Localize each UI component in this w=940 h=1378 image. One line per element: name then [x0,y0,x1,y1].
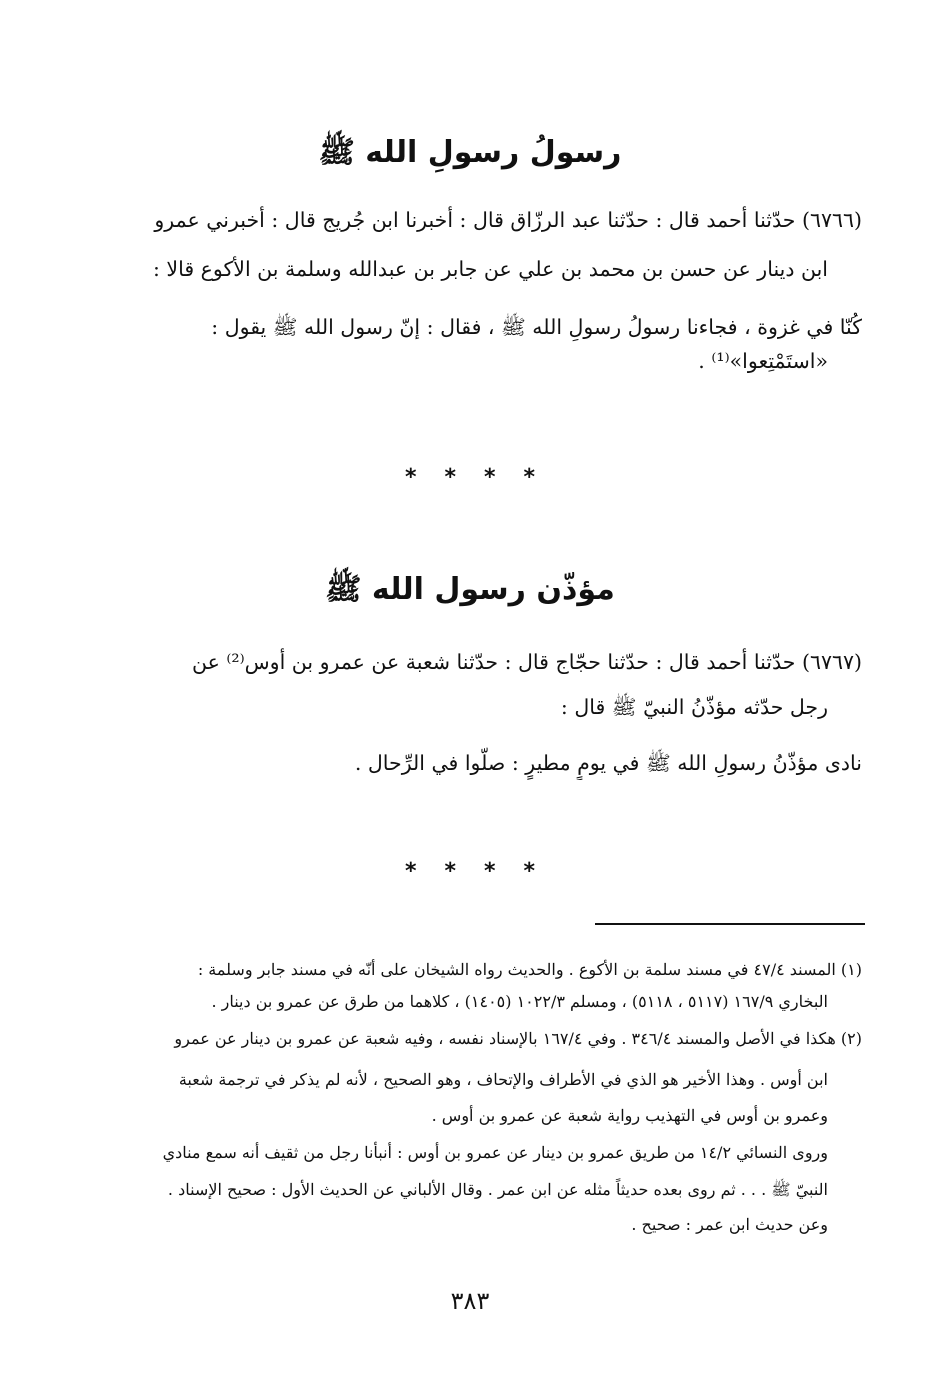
section-title-2: مؤذّن رسول الله ﷺ [325,572,615,607]
footnote-2-line-5: النبيّ ﷺ . . . ثم روى بعده حديثاً مثله عن ابن عمر . وقال الألباني عن الحديث الأول : صحيح الإسناد . [167,1180,828,1199]
star: * [484,859,496,884]
star: * [523,465,536,490]
star: * [444,859,456,884]
star: * [444,465,456,490]
star: * [404,465,417,490]
separator-stars-2 [0,857,940,887]
hadith-6766-line-2: ابن دينار عن حسن بن محمد بن علي عن جابر بن عبدالله وسلمة بن الأكوع قالا : [153,257,828,281]
star: * [523,859,536,884]
hadith-6766-line-4: «استَمْتِعوا»⁽¹⁾ . [698,349,828,373]
hadith-6766-line-3: كُنّا في غزوة ، فجاءنا رسولُ رسولِ الله ﷺ ، فقال : إنّ رسول الله ﷺ يقول : [211,315,862,339]
hadith-6767-line-3: نادى مؤذّنُ رسولِ الله ﷺ في يومٍ مطيرٍ : صلّوا في الرِّحال . [354,751,862,775]
footnote-1-line-1: (١) المسند ٤٧/٤ في مسند سلمة بن الأكوع . والحديث رواه الشيخان على أنّه في مسند جابر وسلمة : [197,960,862,979]
hadith-6767-line-2: رجل حدّثه مؤذّنُ النبيّ ﷺ قال : [560,695,828,719]
footnote-1-line-2: البخاري ١٦٧/٩ (٥١١٧ ، ٥١١٨) ، ومسلم ١٠٢٢/٣ (١٤٠٥) ، كلاهما من طرق عن عمرو بن دينار . [211,992,828,1011]
footnote-2-line-2: ابن أوس . وهذا الأخير هو الذي في الأطراف والإتحاف ، وهو الصحيح ، لأنه لم يذكر في ترجمة شعبة [178,1070,828,1089]
footnote-divider [595,923,865,925]
hadith-6766-line-1: (٦٧٦٦) حدّثنا أحمد قال : حدّثنا عبد الرزّاق قال : أخبرنا ابن جُريج قال : أخبرني عمرو [154,208,862,232]
star: * [404,859,417,884]
star: * [484,465,496,490]
page-number: ٣٨٣ [450,1287,490,1315]
footnote-2-line-1: (٢) هكذا في الأصل والمسند ٣٤٦/٤ . وفي ١٦٧/٤ بالإسناد نفسه ، وفيه شعبة عن عمرو بن دينار عن عمرو [174,1029,862,1048]
footnote-2-line-3: وعمرو بن أوس في التهذيب رواية شعبة عن عمرو بن أوس . [431,1106,828,1125]
separator-stars-1 [0,463,940,493]
section-title-1: رسولُ رسولِ الله ﷺ [318,135,622,170]
footnote-2-line-4: وروى النسائي ١٤/٢ من طريق عمرو بن دينار عن عمرو بن أوس : أنبأنا رجل من ثقيف أنه سمع منادي [162,1143,828,1162]
hadith-6767-line-1: (٦٧٦٧) حدّثنا أحمد قال : حدّثنا حجّاج قال : حدّثنا شعبة عن عمرو بن أوس⁽²⁾ عن [192,650,862,674]
footnote-2-line-6: وعن حديث ابن عمر : صحيح . [631,1215,828,1234]
